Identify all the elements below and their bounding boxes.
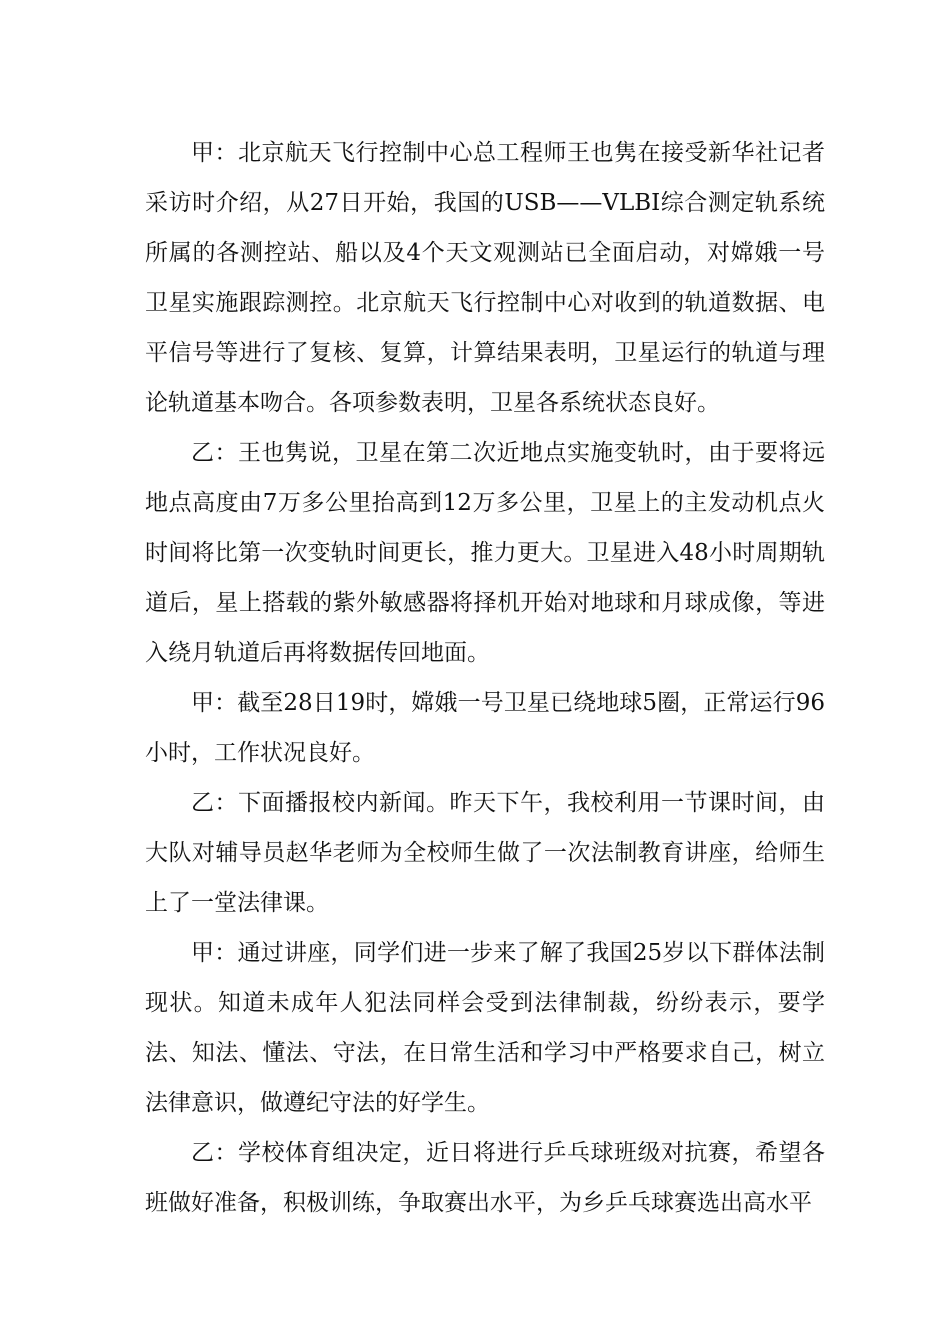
paragraph-2: 乙：王也隽说，卫星在第二次近地点实施变轨时，由于要将远地点高度由7万多公里抬高到12万多公里，卫星上的主发动机点火时间将比第一次变轨时间更长，推力更大。卫星进入48小时周期轨道后，星上搭载的紫外敏感器将择机开始对地球和月球成像，等进入绕月轨道后再将数据传回地面。	[145, 440, 825, 666]
paragraph-5: 甲：通过讲座，同学们进一步来了解了我国25岁以下群体法制现状。知道未成年人犯法同样会受到法律制裁，纷纷表示，要学法、知法、懂法、守法，在日常生活和学习中严格要求自己，树立法律意识，做遵纪守法的好学生。	[145, 940, 825, 1116]
paragraph-4: 乙：下面播报校内新闻。昨天下午，我校利用一节课时间，由大队对辅导员赵华老师为全校师生做了一次法制教育讲座，给师生上了一堂法律课。	[145, 790, 825, 916]
document-body	[145, 128, 825, 1228]
paragraph-3: 甲：截至28日19时，嫦娥一号卫星已绕地球5圈，正常运行96小时，工作状况良好。	[145, 690, 825, 766]
paragraph-1: 甲：北京航天飞行控制中心总工程师王也隽在接受新华社记者采访时介绍，从27日开始，我国的USB——VLBI综合测定轨系统所属的各测控站、船以及4个天文观测站已全面启动，对嫦娥一号卫星实施跟踪测控。北京航天飞行控制中心对收到的轨道数据、电平信号等进行了复核、复算，计算结果表明，卫星运行的轨道与理论轨道基本吻合。各项参数表明，卫星各系统状态良好。	[145, 140, 825, 416]
paragraph-6: 乙：学校体育组决定，近日将进行乒乓球班级对抗赛，希望各班做好准备，积极训练，争取赛出水平，为乡乒乓球赛选出高水平	[145, 1140, 825, 1216]
